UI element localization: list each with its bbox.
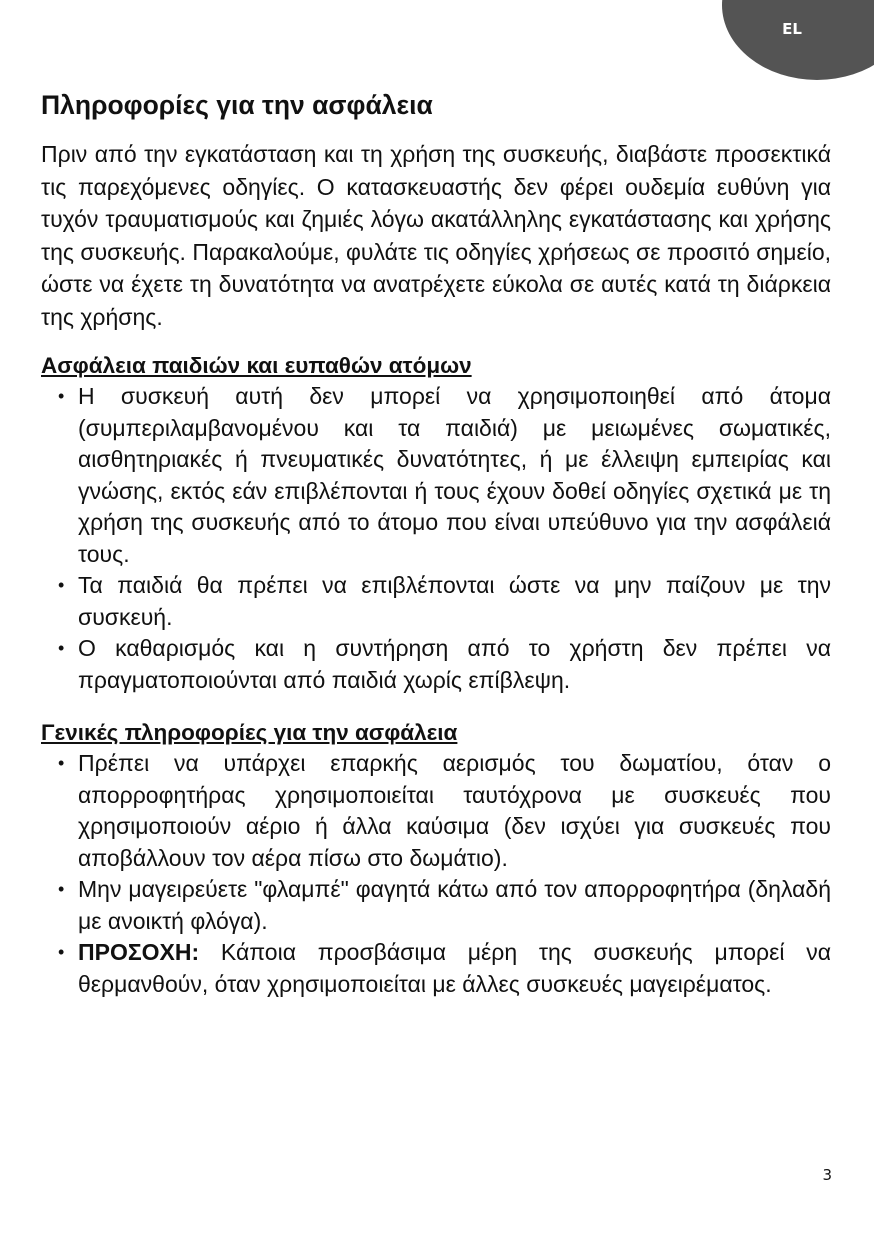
bullet-icon: • xyxy=(58,753,65,773)
language-tab-label: EL xyxy=(782,20,802,38)
warning-label: ΠΡΟΣΟΧΗ: xyxy=(78,939,200,965)
language-tab xyxy=(722,0,874,80)
bullet-icon: • xyxy=(58,386,65,406)
list-item-text: Τα παιδιά θα πρέπει να επιβλέπονται ώστε να μην παίζουν με την συσκευή. xyxy=(78,572,831,630)
section-heading-children-safety: Ασφάλεια παιδιών και ευπαθών ατόμων xyxy=(41,353,472,378)
general-safety-list xyxy=(41,748,831,1000)
list-item xyxy=(41,570,831,633)
list-item-text: Πρέπει να υπάρχει επαρκής αερισμός του δωματίου, όταν ο απορροφητήρας χρησιμοποιείται ταυτόχρονα με συσκευές που χρησιμοποιούν αέριο ή άλλα καύσιμα (δεν ισχύει για συσκευές που αποβάλλουν τον αέρα πίσω στο δωμάτιο). xyxy=(78,750,831,871)
list-item xyxy=(41,633,831,696)
bullet-icon: • xyxy=(58,879,65,899)
section-heading-general-safety: Γενικές πληροφορίες για την ασφάλεια xyxy=(41,720,458,745)
page-title: Πληροφορίες για την ασφάλεια xyxy=(41,90,433,120)
list-item xyxy=(41,937,831,1000)
list-item-text: Ο καθαρισμός και η συντήρηση από το χρήστη δεν πρέπει να πραγματοποιούνται από παιδιά χωρίς επίβλεψη. xyxy=(78,635,831,693)
list-item xyxy=(41,381,831,570)
document-body xyxy=(41,88,831,1000)
list-item-text: Κάποια προσβάσιμα μέρη της συσκευής μπορεί να θερμανθούν, όταν χρησιμοποιείται με άλλες συσκευές μαγειρέματος. xyxy=(78,939,832,997)
list-item xyxy=(41,748,831,874)
list-item-text: Η συσκευή αυτή δεν μπορεί να χρησιμοποιηθεί από άτομα (συμπεριλαμβανομένου και τα παιδιά) με μειωμένες σωματικές, αισθητηριακές ή πνευματικές δυνατότητες, ή με έλλειψη εμπειρίας και γνώσης, εκτός εάν επιβλέπονται ή τους έχουν δοθεί οδηγίες σχετικά με τη χρήση της συσκευής από το άτομο που είναι υπεύθυνο για την ασφάλειά τους. xyxy=(78,383,831,567)
bullet-icon: • xyxy=(58,638,65,658)
children-safety-list xyxy=(41,381,831,696)
list-item-text: Μην μαγειρεύετε "φλαμπέ" φαγητά κάτω από τον απορροφητήρα (δηλαδή με ανοικτή φλόγα). xyxy=(78,876,831,934)
intro-paragraph: Πριν από την εγκατάσταση και τη χρήση της συσκευής, διαβάστε προσεκτικά τις παρεχόμενες οδηγίες. Ο κατασκευαστής δεν φέρει ουδεμία ευθύνη για τυχόν τραυματισμούς και ζημιές λόγω ακατάλληλης εγκατάστασης και χρήσης της συσκευής. Παρακαλούμε, φυλάτε τις οδηγίες χρήσεως σε προσιτό σημείο, ώστε να έχετε τη δυνατότητα να ανατρέχετε εύκολα σε αυτές κατά τη διάρκεια της χρήσης. xyxy=(41,141,831,330)
page-number: 3 xyxy=(822,1166,832,1184)
bullet-icon: • xyxy=(58,942,65,962)
list-item xyxy=(41,874,831,937)
bullet-icon: • xyxy=(58,575,65,595)
